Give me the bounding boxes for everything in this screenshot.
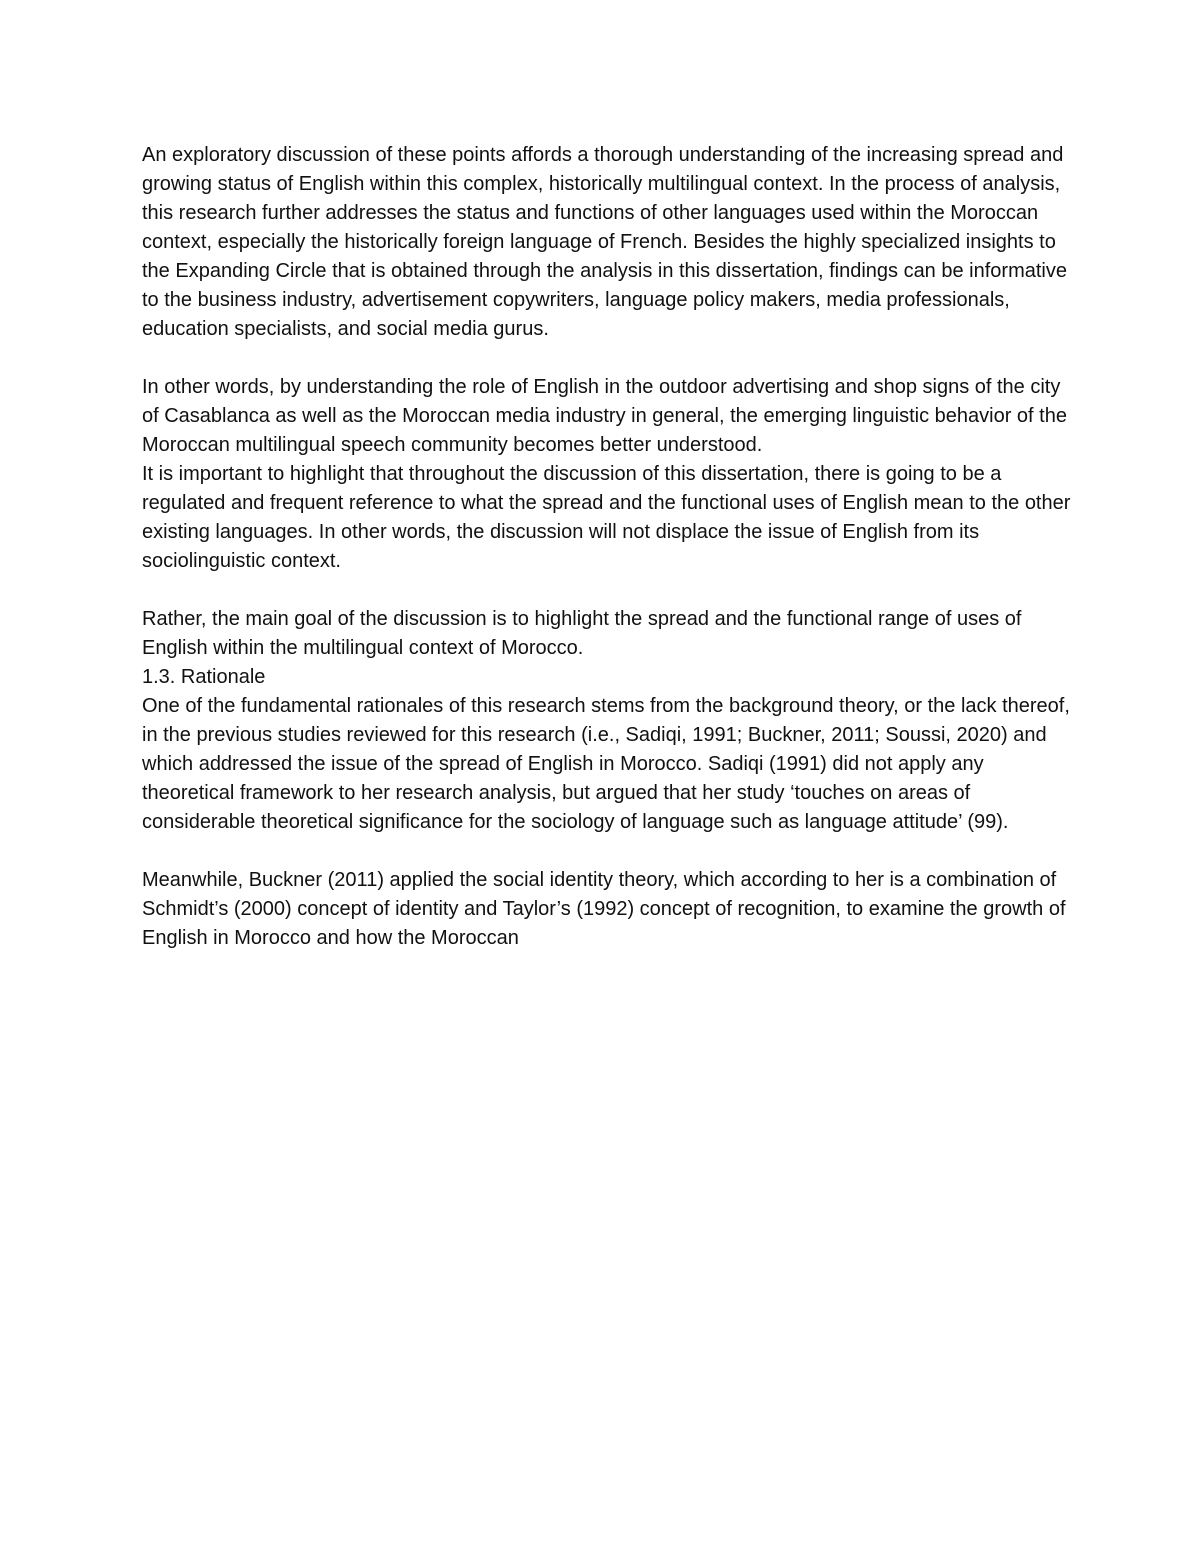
paragraph-important-highlight: It is important to highlight that throughout the discussion of this dissertation, there is going to be a regulated and frequent reference to what the spread and the functional uses of English mean to the other existing languages. In other words, the discussion will not displace the issue of English from its sociolinguistic context. [142,463,1071,572]
paragraph-rationale: One of the fundamental rationales of this research stems from the background theory, or the lack thereof, in the previous studies reviewed for this research (i.e., Sadiqi, 1991; Buckner, 2011; Soussi, 2020) and which addressed the issue of the spread of English in Morocco. Sadiqi (1991) did not apply any theoretical framework to her research analysis, but argued that her study ‘touches on areas of considerable theoretical significance for the sociology of language such as language attitude’ (99). [142,695,1070,833]
paragraph-main-goal: Rather, the main goal of the discussion is to highlight the spread and the functional range of uses of English within the multilingual context of Morocco. [142,608,1022,659]
section-heading-rationale: 1.3. Rationale [142,666,266,688]
paragraph-meanwhile-buckner: Meanwhile, Buckner (2011) applied the social identity theory, which according to her is a combination of Schmidt’s (2000) concept of identity and Taylor’s (1992) concept of recognition, to examine the growth of English in Morocco and how the Moroccan [142,869,1066,949]
paragraph-intro-discussion: An exploratory discussion of these points affords a thorough understanding of the increasing spread and growing status of English within this complex, historically multilingual context. In the process of analysis, this research further addresses the status and functions of other languages used within the Moroccan context, especially the historically foreign language of French. Besides the highly specialized insights to the Expanding Circle that is obtained through the analysis in this dissertation, findings can be informative to the business industry, advertisement copywriters, language policy makers, media professionals, education specialists, and social media gurus. [142,144,1067,340]
paragraph-other-words: In other words, by understanding the role of English in the outdoor advertising and shop signs of the city of Casablanca as well as the Moroccan media industry in general, the emerging linguistic behavior of the Moroccan multilingual speech community becomes better understood. [142,376,1067,456]
document-body [142,141,1072,953]
